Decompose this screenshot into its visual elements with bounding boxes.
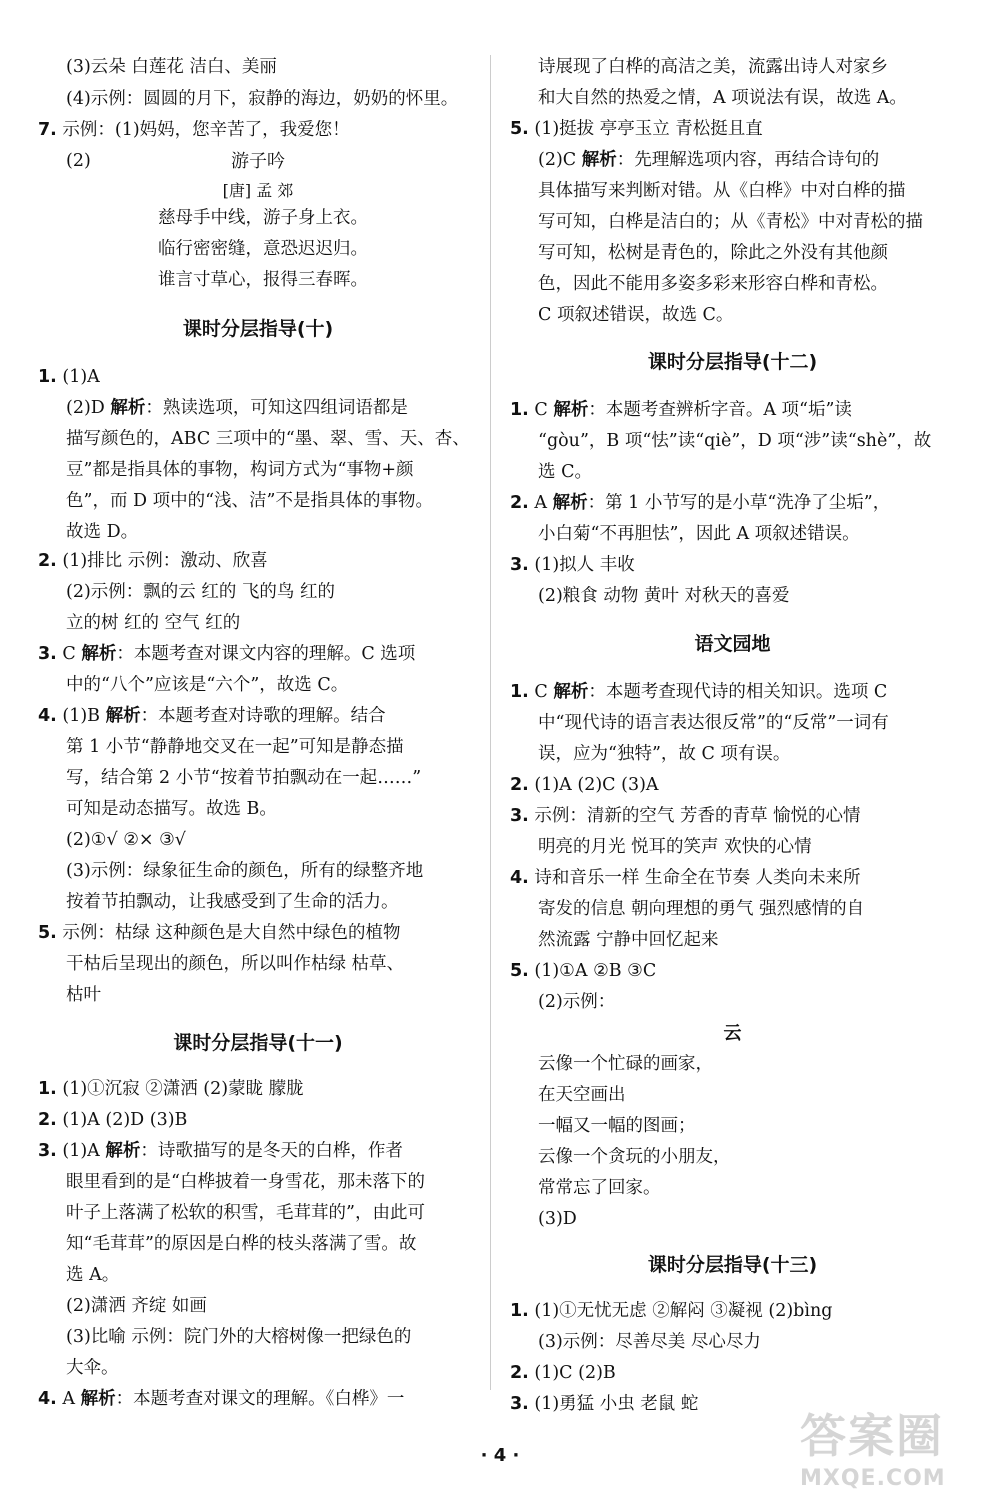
answer-line: 故选 D。 (66, 522, 139, 542)
answer-line: 大伞。 (66, 1358, 119, 1378)
answer-line: 3. (1)拟人 丰收 (510, 555, 635, 575)
item-number: 1. (510, 1301, 529, 1321)
answer-line: 2. A 解析：第 1 小节写的是小草“洗净了尘垢”， (510, 493, 891, 513)
answer-line: 立的树 红的 空气 红的 (66, 613, 241, 633)
analysis-label: 解析 (80, 1389, 116, 1409)
item-number: 3. (510, 555, 529, 575)
section-heading: 课时分层指导(十三) (647, 1254, 818, 1276)
poem-line: 慈母手中线，游子身上衣。 (158, 208, 368, 228)
section-heading: 课时分层指导(十一) (173, 1032, 343, 1054)
answer-line: 1. C 解析：本题考查现代诗的相关知识。选项 C (510, 682, 888, 702)
answer-line: “gòu”，B 项“怯”读“qiè”，D 项“涉”读“shè”，故 (538, 431, 932, 451)
answer-line: 1. C 解析：本题考查辨析字音。A 项“垢”读 (510, 400, 852, 420)
answer-line: 知“毛茸茸”的原因是白桦的枝头落满了雪。故 (66, 1234, 417, 1254)
poem-line: 谁言寸草心，报得三春晖。 (158, 270, 368, 290)
answer-line: 写可知，白桦是洁白的；从《青松》中对青松的描 (538, 212, 923, 232)
analysis-label: 解析 (552, 493, 588, 513)
answer-line: (2) (66, 151, 91, 171)
answer-line: (2)示例：飘的云 红的 飞的鸟 红的 (66, 582, 335, 602)
answer-line: 描写颜色的，ABC 三项中的“墨、翠、雪、天、杏、 (66, 429, 470, 449)
answer-line: 眼里看到的是“白桦披着一身雪花，那未落下的 (66, 1172, 425, 1192)
item-number: 4. (38, 1389, 57, 1409)
answer-line: (2)D 解析：熟读选项，可知这四组词语都是 (66, 398, 408, 418)
answer-line: 5. (1)挺拔 亭亭玉立 青松挺且直 (510, 119, 763, 139)
answer-line: (2)①√ ②× ③√ (66, 830, 186, 850)
answer-line: 色，因此不能用多姿多彩来形容白桦和青松。 (538, 274, 888, 294)
answer-line: (2)潇洒 齐绽 如画 (66, 1296, 207, 1316)
answer-line: (3)比喻 示例：院门外的大榕树像一把绿色的 (66, 1327, 412, 1347)
answer-line: 2. (1)A (2)D (3)B (38, 1110, 188, 1130)
analysis-label: 解析 (105, 706, 141, 726)
answer-line: (2)粮食 动物 黄叶 对秋天的喜爱 (538, 586, 790, 606)
answer-line: (3)示例：尽善尽美 尽心尽力 (538, 1332, 761, 1352)
item-number: 1. (510, 682, 529, 702)
answer-line: (3)云朵 白莲花 洁白、美丽 (66, 57, 277, 77)
poem-line: 在天空画出 (538, 1085, 626, 1105)
item-number: 1. (38, 1079, 57, 1099)
answer-line: 色”，而 D 项中的“浅、洁”不是指具体的事物。 (66, 491, 433, 511)
poem-line: 云像一个忙碌的画家， (538, 1054, 713, 1074)
item-number: 2. (510, 493, 529, 513)
answer-line: 选 C。 (538, 462, 592, 482)
section-heading: 课时分层指导(十二) (647, 351, 818, 373)
answer-line: 3. (1)A 解析：诗歌描写的是冬天的白桦，作者 (38, 1141, 403, 1161)
item-number: 5. (38, 923, 57, 943)
item-number: 3. (38, 644, 57, 664)
answer-line: 小白菊“不再胆怯”，因此 A 项叙述错误。 (538, 524, 860, 544)
poem-line: 临行密密缝，意恐迟迟归。 (158, 239, 368, 259)
item-number: 7. (38, 120, 57, 140)
poem-title: 云 (723, 1023, 742, 1044)
answer-line: 3. 示例：清新的空气 芳香的青草 愉悦的心情 (510, 806, 861, 826)
answer-line: 明亮的月光 悦耳的笑声 欢快的心情 (538, 837, 812, 857)
answer-line: 可知是动态描写。故选 B。 (66, 799, 277, 819)
answer-line: 叶子上落满了松软的积雪，毛茸茸的”，由此可 (66, 1203, 425, 1223)
answer-line: 中的“八个”应该是“六个”，故选 C。 (66, 675, 349, 695)
answer-line: 4. (1)B 解析：本题考查对诗歌的理解。结合 (38, 706, 386, 726)
poem-author: [唐] 孟 郊 (222, 181, 294, 200)
page-number: · 4 · (480, 1445, 520, 1466)
answer-line: 然流露 宁静中回忆起来 (538, 930, 719, 950)
answer-line: 5. 示例：枯绿 这种颜色是大自然中绿色的植物 (38, 923, 401, 943)
item-number: 5. (510, 961, 529, 981)
answer-line: (2)示例： (538, 992, 616, 1012)
poem-line: 一幅又一幅的图画； (538, 1116, 696, 1136)
answer-line: 4. 诗和音乐一样 生命全在节奏 人类向未来所 (510, 868, 861, 888)
answer-line: 写可知，松树是青色的，除此之外没有其他颜 (538, 243, 888, 263)
analysis-label: 解析 (581, 150, 617, 170)
answer-line: 具体描写来判断对错。从《白桦》中对白桦的描 (538, 181, 906, 201)
item-number: 2. (38, 1110, 57, 1130)
answer-line: 中“现代诗的语言表达很反常”的“反常”一词有 (538, 713, 889, 733)
watermark-line-2: MXQE.COM (800, 1466, 946, 1491)
answer-line: 1. (1)①无忧无虑 ②解闷 ③凝视 (2)bìng (510, 1301, 833, 1321)
answer-line: (2)C 解析：先理解选项内容，再结合诗句的 (538, 150, 880, 170)
answer-line: C 项叙述错误，故选 C。 (538, 305, 734, 325)
answer-line: (3)示例：绿象征生命的颜色，所有的绿整齐地 (66, 861, 424, 881)
answer-line: 写，结合第 2 小节“按着节拍飘动在一起……” (66, 768, 422, 788)
item-number: 2. (510, 775, 529, 795)
item-number: 3. (510, 1394, 529, 1414)
item-number: 1. (510, 400, 529, 420)
answer-line: 2. (1)排比 示例：激动、欣喜 (38, 551, 268, 571)
answer-line: 诗展现了白桦的高洁之美，流露出诗人对家乡 (538, 57, 888, 77)
poem-title: 游子吟 (231, 151, 285, 172)
answer-line: 3. C 解析：本题考查对课文内容的理解。C 选项 (38, 644, 416, 664)
answer-line: 1. (1)A (38, 367, 100, 387)
answer-line: 干枯后呈现出的颜色，所以叫作枯绿 枯草、 (66, 954, 405, 974)
answer-line: 2. (1)C (2)B (510, 1363, 616, 1383)
answer-line: 按着节拍飘动，让我感受到了生命的活力。 (66, 892, 399, 912)
analysis-label: 解析 (553, 682, 589, 702)
section-heading: 语文园地 (694, 633, 771, 655)
item-number: 3. (510, 806, 529, 826)
analysis-label: 解析 (110, 398, 146, 418)
item-number: 3. (38, 1141, 57, 1161)
answer-line: (3)D (538, 1209, 577, 1229)
answer-line: 和大自然的热爱之情，A 项说法有误，故选 A。 (538, 88, 907, 108)
item-number: 4. (510, 868, 529, 888)
answer-line: 第 1 小节“静静地交叉在一起”可知是静态描 (66, 737, 404, 757)
answer-line: 3. (1)勇猛 小虫 老鼠 蛇 (510, 1394, 699, 1414)
answer-line: 误，应为“独特”，故 C 项有误。 (538, 744, 791, 764)
poem-line: 云像一个贪玩的小朋友， (538, 1147, 731, 1167)
analysis-label: 解析 (81, 644, 117, 664)
answer-line: 7. 示例：(1)妈妈，您辛苦了，我爱您！ (38, 120, 350, 140)
answer-line: 寄发的信息 朝向理想的勇气 强烈感情的自 (538, 899, 865, 919)
watermark-logo (800, 1400, 990, 1495)
answer-line: 2. (1)A (2)C (3)A (510, 775, 659, 795)
item-number: 4. (38, 706, 57, 726)
item-number: 2. (38, 551, 57, 571)
column-divider (490, 55, 491, 1390)
answer-line: 选 A。 (66, 1265, 120, 1285)
item-number: 5. (510, 119, 529, 139)
answer-line: 5. (1)①A ②B ③C (510, 961, 657, 981)
poem-line: 常常忘了回家。 (538, 1178, 661, 1198)
item-number: 2. (510, 1363, 529, 1383)
analysis-label: 解析 (553, 400, 589, 420)
answer-line: 豆”都是指具体的事物，构词方式为“事物+颜 (66, 460, 414, 480)
answer-line: (4)示例：圆圆的月下，寂静的海边，奶奶的怀里。 (66, 89, 459, 109)
watermark-line-1: 答案圈 (800, 1409, 944, 1463)
answer-line: 1. (1)①沉寂 ②潇洒 (2)蒙眬 朦胧 (38, 1079, 304, 1099)
section-heading: 课时分层指导(十) (182, 318, 334, 340)
answer-line: 4. A 解析：本题考查对课文的理解。《白桦》一 (38, 1389, 405, 1409)
answer-line: 枯叶 (66, 985, 101, 1005)
analysis-label: 解析 (105, 1141, 141, 1161)
item-number: 1. (38, 367, 57, 387)
